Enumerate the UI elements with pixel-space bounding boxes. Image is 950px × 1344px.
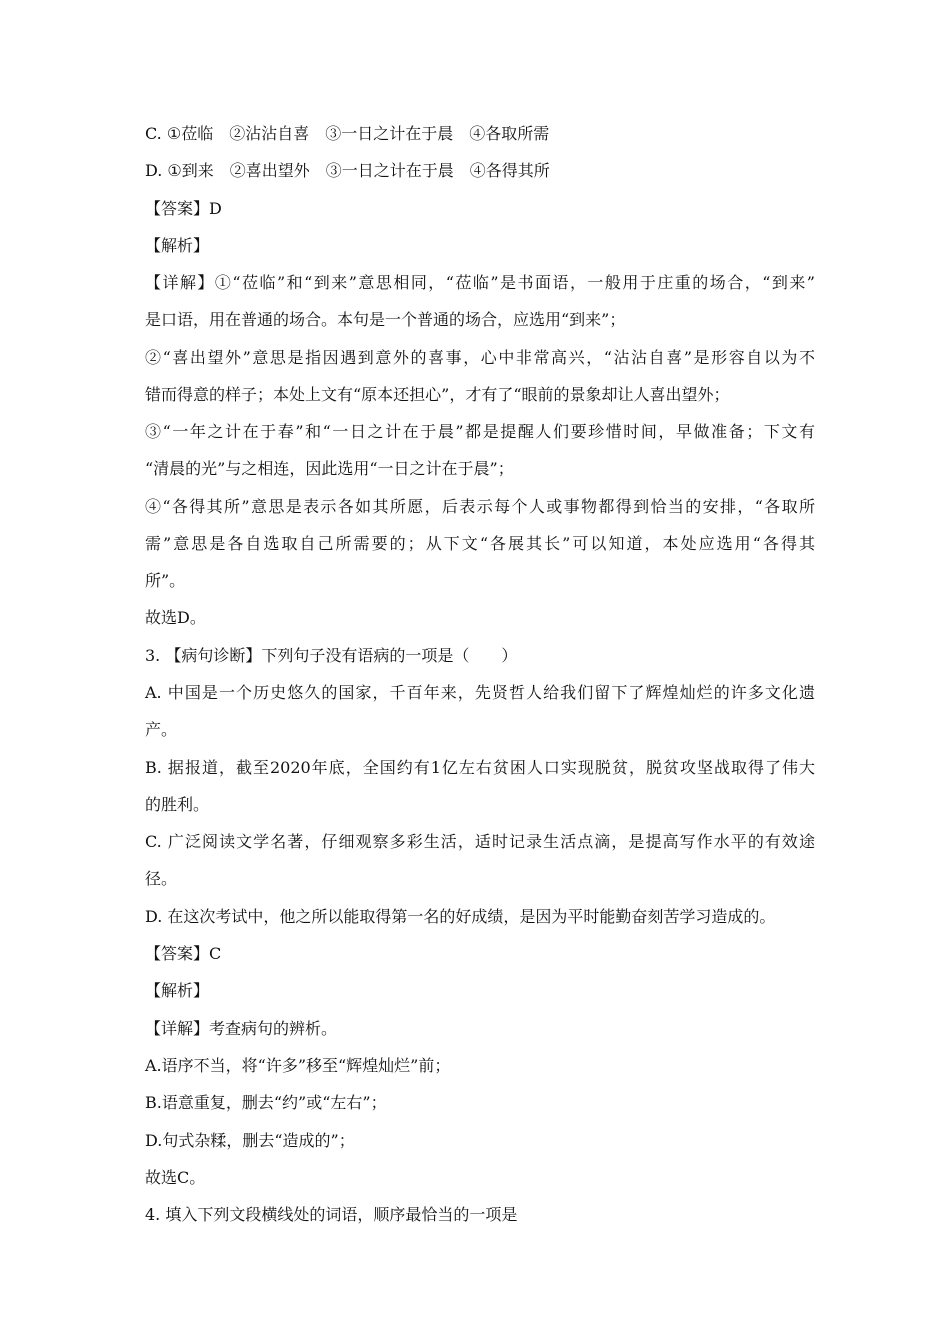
option-b-q3-cont: 的胜利。: [145, 795, 210, 814]
explanation-line: 错而得意的样子；本处上文有“原本还担心”，才有了“眼前的景象却让人喜出望外；: [145, 385, 730, 404]
option-d-q3: D. 在这次考试中，他之所以能取得第一名的好成绩，是因为平时能勤奋刻苦学习造成的。: [145, 907, 776, 926]
explanation-line: 所”。: [145, 571, 186, 590]
explanation-line: A.语序不当，将“许多”移至“辉煌灿烂”前；: [145, 1056, 451, 1075]
option-c-q3-cont: 径。: [145, 869, 178, 888]
explanation-line: 是口语，用在普通的场合。本句是一个普通的场合，应选用“到来”；: [145, 310, 626, 329]
analysis-heading-q2: 【解析】: [145, 236, 210, 255]
explanation-line: “清晨的光”与之相连，因此选用“一日之计在于晨”；: [145, 459, 514, 478]
option-a-q3: A. 中国是一个历史悠久的国家，千百年来，先贤哲人给我们留下了辉煌灿烂的许多文化遗: [145, 683, 815, 702]
option-b-q3: B. 据报道，截至2020年底，全国约有1亿左右贫困人口实现脱贫，脱贫攻坚战取得了伟大: [145, 758, 815, 777]
explanation-line: 需”意思是各自选取自己所需要的；从下文“各展其长”可以知道，本处应选用“各得其: [145, 534, 815, 553]
answer-q2: 【答案】D: [145, 199, 222, 218]
explanation-line: ④“各得其所”意思是表示各如其所愿，后表示每个人或事物都得到恰当的安排，“各取所: [145, 497, 815, 516]
question-3-stem: 3. 【病句诊断】下列句子没有语病的一项是（ ）: [145, 646, 518, 665]
analysis-heading-q3: 【解析】: [145, 981, 210, 1000]
explanation-line: D.句式杂糅，删去“造成的”；: [145, 1131, 355, 1150]
explanation-line: ③“一年之计在于春”和“一日之计在于晨”都是提醒人们要珍惜时间，早做准备；下文有: [145, 422, 815, 441]
option-a-q3-cont: 产。: [145, 720, 178, 739]
option-d-q2: D. ①到来 ②喜出望外 ③一日之计在于晨 ④各得其所: [145, 161, 550, 180]
question-4-stem: 4. 填入下列文段横线处的词语，顺序最恰当的一项是: [145, 1205, 518, 1224]
conclusion-q3: 故选C。: [145, 1168, 206, 1187]
explanation-line: 【详解】考查病句的辨析。: [145, 1019, 338, 1038]
explanation-line: ②“喜出望外”意思是指因遇到意外的喜事，心中非常高兴，“沾沾自喜”是形容自以为不: [145, 348, 815, 367]
explanation-line: B.语意重复，删去“约”或“左右”；: [145, 1093, 387, 1112]
answer-q3: 【答案】C: [145, 944, 222, 963]
conclusion-q2: 故选D。: [145, 608, 206, 627]
option-c-q3: C. 广泛阅读文学名著，仔细观察多彩生活，适时记录生活点滴，是提高写作水平的有效途: [145, 832, 815, 851]
explanation-line: 【详解】①“莅临”和“到来”意思相同，“莅临”是书面语，一般用于庄重的场合，“到来”: [145, 273, 815, 292]
option-c-q2: C. ①莅临 ②沾沾自喜 ③一日之计在于晨 ④各取所需: [145, 124, 550, 143]
